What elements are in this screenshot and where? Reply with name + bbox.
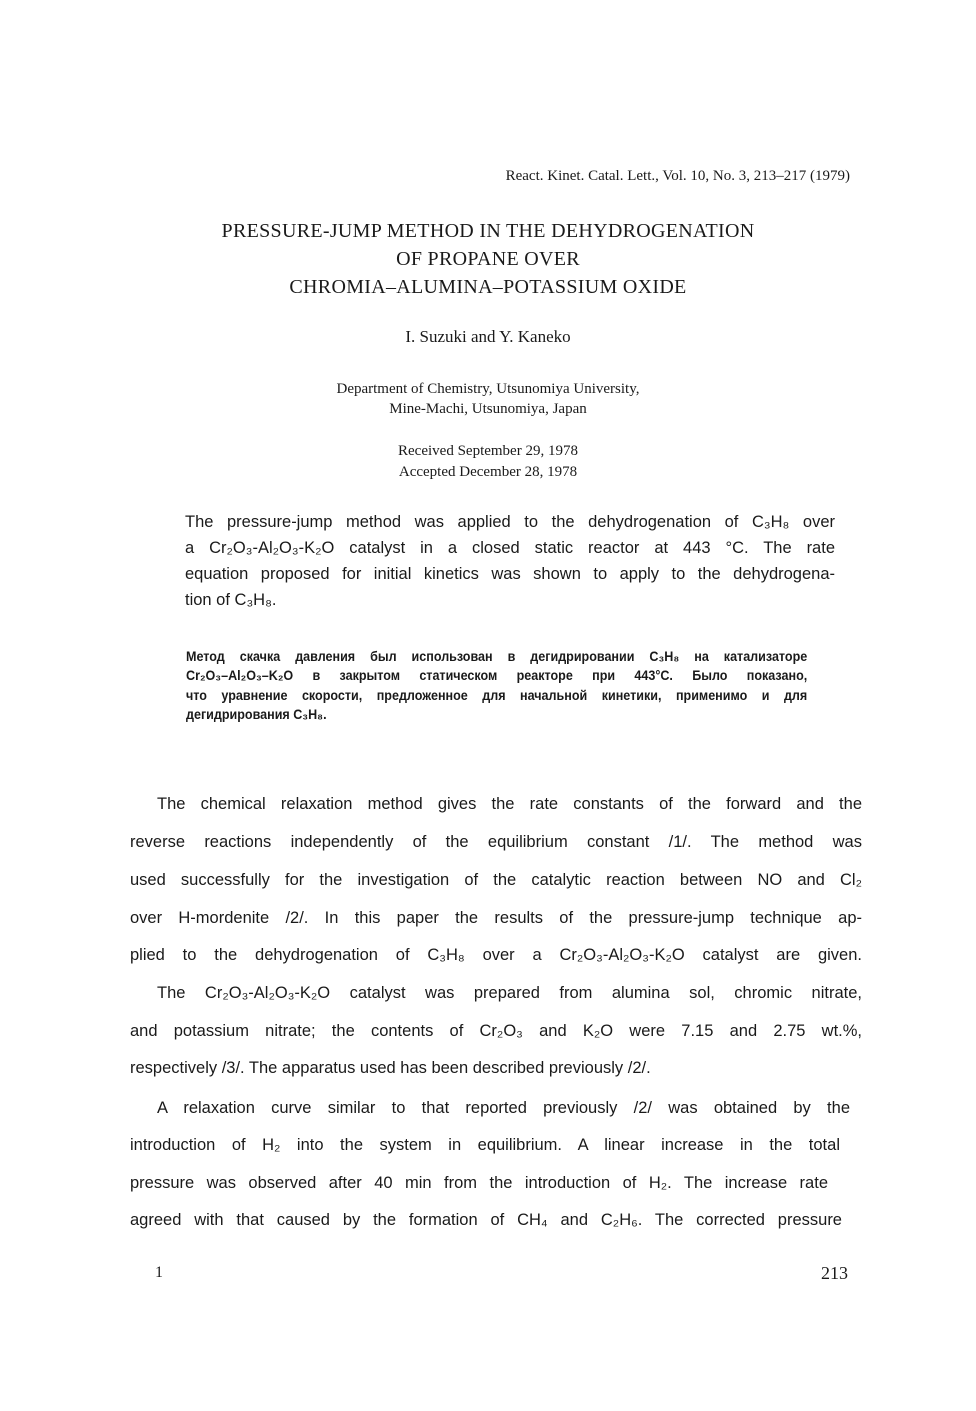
abstract-en-line: equation proposed for initial kinetics was shown to apply to the dehydrogena- — [185, 565, 835, 583]
body-line: over H-mordenite /2/. In this paper the results of the pressure-jump technique ap- — [130, 909, 862, 927]
received-date: Received September 29, 1978 — [398, 443, 578, 459]
journal-citation: React. Kinet. Catal. Lett., Vol. 10, No. 3, 213–217 (1979) — [505, 168, 850, 184]
affiliation-line-2: Mine-Machi, Utsunomiya, Japan — [389, 401, 587, 417]
abstract-ru-line: дегидрирования C₃H₈. — [186, 707, 327, 722]
page-number: 213 — [821, 1263, 848, 1283]
body-line: A relaxation curve similar to that reported previously /2/ was obtained by the — [157, 1099, 850, 1117]
body-line: The Cr₂O₃-Al₂O₃-K₂O catalyst was prepared from alumina sol, chromic nitrate, — [157, 984, 862, 1002]
body-line: agreed with that caused by the formation of CH₄ and C₂H₆. The corrected pressure — [130, 1211, 842, 1229]
body-line: The chemical relaxation method gives the rate constants of the forward and the — [157, 795, 862, 813]
body-line: introduction of H₂ into the system in equilibrium. A linear increase in the total — [130, 1136, 840, 1154]
footer-mark: 1 — [155, 1264, 163, 1281]
abstract-en-line: tion of C₃H₈. — [185, 591, 277, 609]
body-line: respectively /3/. The apparatus used has been described previously /2/. — [130, 1059, 651, 1077]
affiliation-line-1: Department of Chemistry, Utsunomiya University, — [336, 381, 640, 397]
accepted-date: Accepted December 28, 1978 — [398, 464, 578, 480]
body-line: reverse reactions independently of the equilibrium constant /1/. The method was — [130, 833, 862, 851]
body-line: plied to the dehydrogenation of C₃H₈ over a Cr₂O₃-Al₂O₃-K₂O catalyst are given. — [130, 946, 862, 964]
abstract-en-line: The pressure-jump method was applied to the dehydrogenation of C₃H₈ over — [185, 513, 835, 531]
body-line: used successfully for the investigation of the catalytic reaction between NO and Cl₂ — [130, 871, 862, 889]
abstract-ru-line: Метод скачка давления был использован в дегидрировании C₃H₈ на катализаторе — [186, 649, 808, 664]
authors: I. Suzuki and Y. Kaneko — [405, 327, 571, 346]
abstract-ru-line: что уравнение скорости, предложенное для начальной кинетики, применимо и для — [186, 688, 808, 703]
body-line: pressure was observed after 40 min from the introduction of H₂. The increase rate — [130, 1174, 828, 1192]
body-line: and potassium nitrate; the contents of Cr₂O₃ and K₂O were 7.15 and 2.75 wt.%, — [130, 1022, 862, 1040]
title-line-3: CHROMIA–ALUMINA–POTASSIUM OXIDE — [289, 276, 687, 298]
title-line-1: PRESSURE-JUMP METHOD IN THE DEHYDROGENATION — [221, 220, 755, 242]
abstract-en-line: a Cr₂O₃-Al₂O₃-K₂O catalyst in a closed static reactor at 443 °C. The rate — [185, 539, 835, 557]
title-line-2: OF PROPANE OVER — [396, 248, 580, 270]
abstract-ru-line: Cr₂O₃–Al₂O₃–K₂O в закрытом статическом реакторе при 443°C. Было показано, — [186, 668, 808, 683]
